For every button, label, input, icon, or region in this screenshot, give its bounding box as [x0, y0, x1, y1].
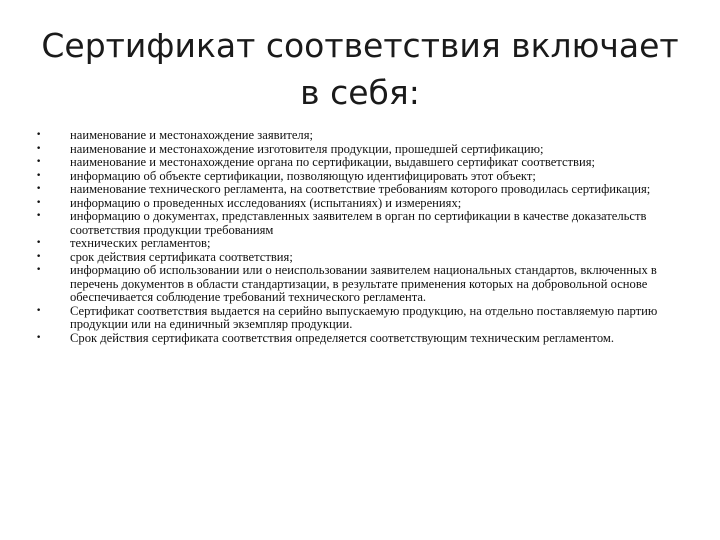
bullet-icon: •: [36, 197, 42, 208]
list-item: [36, 170, 696, 184]
slide-title: Сертификат соответствия включает в себя:: [41, 26, 679, 112]
list-item-text: наименование и местонахождение органа по сертификации, выдавшего сертификат соответствия;: [70, 155, 596, 169]
bullet-list: [36, 129, 696, 345]
list-item: [36, 183, 696, 197]
list-item: [36, 237, 696, 251]
list-item: [36, 129, 696, 143]
list-item-text: информацию об объекте сертификации, позволяющую идентифицировать этот объект;: [70, 168, 536, 183]
bullet-icon: •: [36, 332, 42, 343]
bullet-icon: •: [36, 143, 42, 154]
list-item: [36, 210, 696, 237]
list-item: [36, 156, 696, 170]
list-item-text: информацию об использовании или о неиспользовании заявителем национальных стандартов, включенных в перечень документов в области стандартизации, в результате применения которых на добровольной основе обеспечивается соблюдение требований технического регламента.: [70, 263, 657, 304]
list-item-text: информацию о документах, представленных заявителем в орган по сертификации в качестве доказательств соответствия продукции требованиям: [70, 209, 647, 237]
list-item-text: наименование технического регламента, на соответствие требованиям которого проводилась сертификация;: [70, 182, 651, 196]
bullet-icon: •: [36, 130, 42, 140]
list-item-text: Сертификат соответствия выдается на серийно выпускаемую продукцию, на отдельно поставляемую партию продукции или на единичный экземпляр продукции.: [70, 303, 658, 331]
list-item: [36, 332, 696, 346]
list-item-text: Срок действия сертификата соответствия определяется соответствующим техническим регламентом.: [70, 330, 614, 345]
list-item: [36, 264, 696, 305]
bullet-icon: •: [36, 211, 42, 221]
bullet-icon: •: [36, 157, 42, 167]
list-item-text: информацию о проведенных исследованиях (испытаниях) и измерениях;: [70, 195, 462, 210]
bullet-icon: •: [36, 184, 42, 194]
bullet-icon: •: [36, 265, 42, 275]
bullet-icon: •: [36, 305, 42, 316]
list-item-text: наименование и местонахождение заявителя;: [70, 128, 313, 142]
list-item-text: технических регламентов;: [70, 236, 211, 250]
list-item: [36, 197, 696, 211]
bullet-icon: •: [36, 170, 42, 181]
list-item-text: срок действия сертификата соответствия;: [70, 249, 293, 264]
list-item: [36, 143, 696, 157]
list-item: [36, 251, 696, 265]
list-item-text: наименование и местонахождение изготовителя продукции, прошедшей сертификацию;: [70, 141, 544, 156]
list-item: [36, 305, 696, 332]
bullet-icon: •: [36, 238, 42, 248]
bullet-icon: •: [36, 251, 42, 262]
